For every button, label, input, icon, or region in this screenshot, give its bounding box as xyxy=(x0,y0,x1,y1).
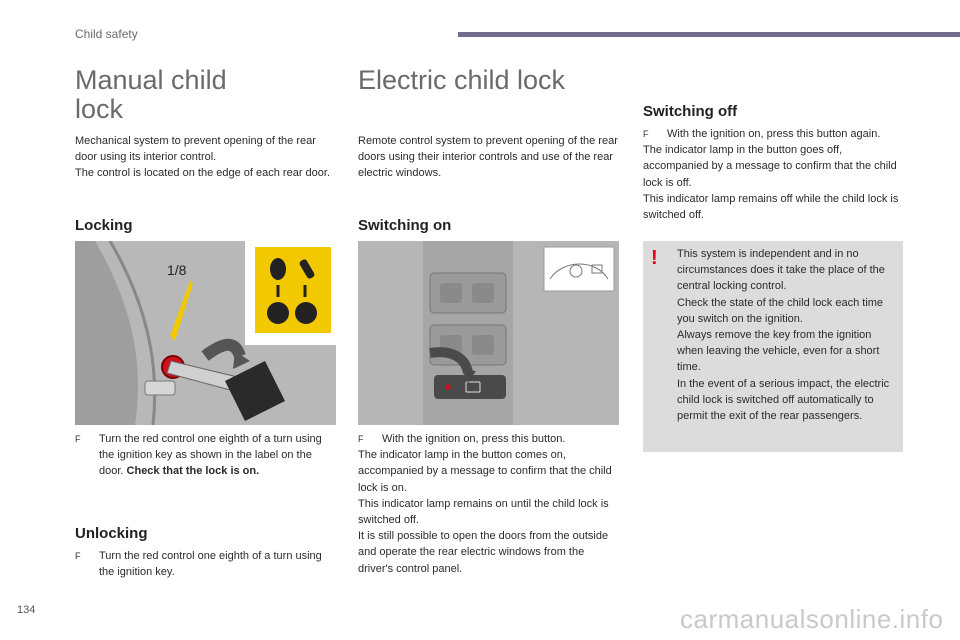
door-label-panel xyxy=(245,241,336,345)
switching-off-text-1: The indicator lamp in the button goes off, accompanied by a message to confirm that the child lock is off. xyxy=(643,144,897,189)
switching-off-heading: Switching off xyxy=(643,103,738,120)
manual-intro-1: Mechanical system to prevent opening of the rear door using its interior control. xyxy=(75,135,316,164)
warning-p1: This system is independent and in no circumstances does it take the place of the central locking control. xyxy=(677,248,885,293)
one-eighth-label: 1/8 xyxy=(167,262,187,278)
electric-lock-title: Electric child lock xyxy=(358,65,566,95)
switching-on-instructions xyxy=(358,431,620,577)
page-number: 134 xyxy=(17,604,36,616)
locking-bold: Check that the lock is on. xyxy=(126,465,260,478)
section-header: Child safety xyxy=(75,27,138,41)
electric-lock-figure xyxy=(358,241,619,425)
switching-off-bullet: With the ignition on, press this button again. xyxy=(667,128,881,140)
locking-heading: Locking xyxy=(75,217,133,234)
switching-on-heading: Switching on xyxy=(358,217,452,234)
manual-lock-title-line2: lock xyxy=(75,94,124,124)
electric-intro: Remote control system to prevent opening of the rear doors using their interior controls and use of the rear electric windows. xyxy=(358,135,618,180)
bullet-marker: F xyxy=(358,434,364,444)
manual-intro-2: The control is located on the edge of each rear door. xyxy=(75,167,330,180)
watermark: carmanualsonline.info xyxy=(680,604,944,634)
warning-text xyxy=(677,246,897,424)
switching-on-text-2: This indicator lamp remains on until the child lock is switched off. xyxy=(358,497,609,527)
header-rule xyxy=(458,32,960,37)
unlocking-heading: Unlocking xyxy=(75,525,148,542)
manual-intro xyxy=(75,133,337,182)
dashboard-inset xyxy=(544,247,614,291)
unlocking-text: Turn the red control one eighth of a turn using the ignition key. xyxy=(99,550,322,579)
switching-on-text-1: The indicator lamp in the button comes on, accompanied by a message to confirm that the child lock is on. xyxy=(358,449,612,494)
switching-off-instructions xyxy=(643,126,905,223)
bullet-marker: F xyxy=(75,434,81,444)
unlocking-instruction xyxy=(75,548,337,580)
warning-p2: Check the state of the child lock each time you switch on the ignition. xyxy=(677,296,884,325)
switching-on-bullet: With the ignition on, press this button. xyxy=(382,433,566,445)
switching-on-text-3: It is still possible to open the doors from the outside and operate the rear electric windows from the driver's control panel. xyxy=(358,530,609,575)
switching-off-text-2: This indicator lamp remains off while the child lock is switched off. xyxy=(643,192,899,222)
locking-text: Turn the red control one eighth of a turn using the ignition key as shown in the label on the door. xyxy=(99,433,322,478)
warning-icon: ! xyxy=(651,247,658,269)
bullet-marker: F xyxy=(643,129,649,139)
manual-lock-title-line1: Manual child xyxy=(75,65,227,95)
manual-lock-figure xyxy=(75,241,336,425)
warning-p4: In the event of a serious impact, the electric child lock is switched off automatically to permit the exit of the rear passengers. xyxy=(677,377,890,423)
locking-instruction xyxy=(75,431,337,480)
bullet-marker: F xyxy=(75,551,81,561)
manual-lock-title xyxy=(75,66,227,124)
warning-p3: Always remove the key from the ignition when leaving the vehicle, even for a short time. xyxy=(677,329,880,374)
